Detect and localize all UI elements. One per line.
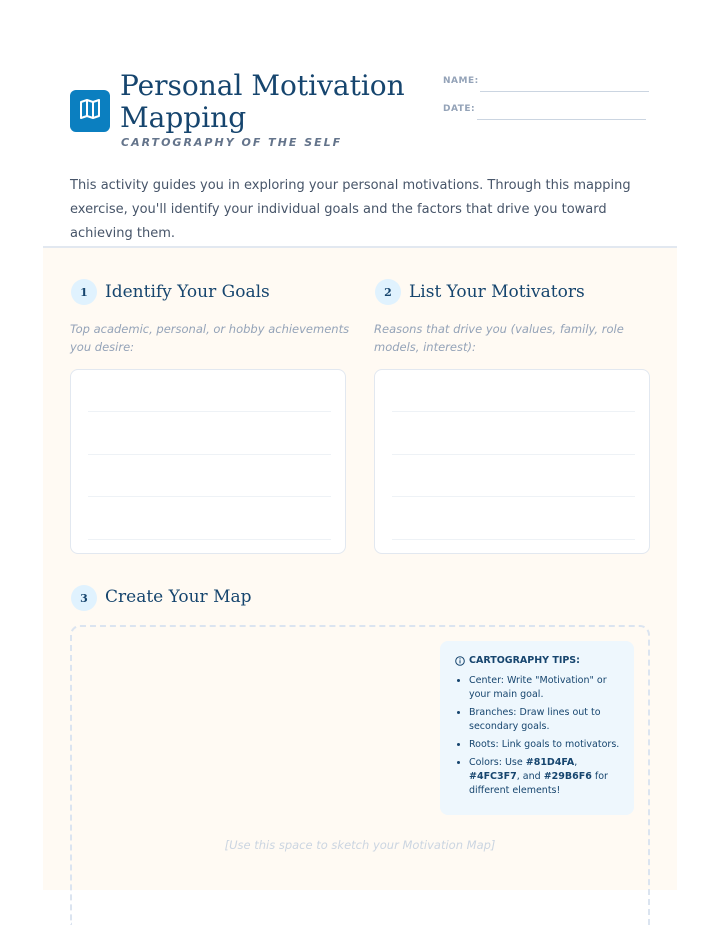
tip-color-2: #4FC3F7 [469, 771, 517, 782]
map-icon [78, 97, 102, 126]
step-badge-1: 1 [71, 279, 97, 305]
page-title: Personal Motivation Mapping [120, 69, 405, 134]
answer-line [392, 496, 635, 497]
answer-line [392, 539, 635, 540]
tip-center: • Center: Write "Motivation" or your main goal. [469, 674, 620, 702]
tip-color-sep: , and [516, 771, 544, 782]
tips-list [455, 674, 620, 798]
motivators-section-title: List Your Motivators [409, 282, 585, 302]
map-section-title: Create Your Map [105, 587, 252, 607]
answer-line [392, 411, 635, 412]
step-badge-3: 3 [71, 585, 97, 611]
answer-line [88, 539, 331, 540]
tip-colors [469, 756, 620, 798]
tip-color-sep: , [574, 757, 578, 768]
tip-color-3: #29B6F6 [543, 771, 592, 782]
answer-line [392, 454, 635, 455]
answer-line [88, 411, 331, 412]
page-subtitle: CARTOGRAPHY OF THE SELF [121, 136, 343, 149]
date-label: DATE: [443, 104, 476, 114]
tip-colors-prefix: Colors: Use [469, 757, 526, 768]
tip-colors-suffix: for different elements! [469, 771, 608, 796]
tips-heading-text: CARTOGRAPHY TIPS: [469, 655, 580, 666]
tip-roots: • Roots: Link goals to motivators. [469, 738, 620, 752]
info-icon [455, 656, 465, 666]
map-placeholder-text: [Use this space to sketch your Motivation Map] [224, 838, 496, 852]
name-field[interactable] [480, 91, 649, 92]
motivators-prompt: Reasons that drive you (values, family, role models, interest): [374, 322, 624, 354]
step-badge-2: 2 [375, 279, 401, 305]
answer-line [88, 454, 331, 455]
goals-section-title: Identify Your Goals [105, 282, 270, 302]
goals-prompt: Top academic, personal, or hobby achievements you desire: [70, 322, 350, 354]
date-field[interactable] [477, 119, 646, 120]
logo [70, 90, 110, 132]
cartography-tips-box [440, 641, 634, 815]
name-label: NAME: [443, 76, 479, 86]
tips-heading [455, 655, 620, 666]
goals-answer-box[interactable] [70, 369, 346, 554]
tip-branches: • Branches: Draw lines out to secondary goals. [469, 706, 620, 734]
answer-line [88, 496, 331, 497]
intro-text: This activity guides you in exploring your personal motivations. Through this mapping exercise, you'll identify your individual goals and the factors that drive you toward achieving them. [70, 178, 631, 241]
tip-color-1: #81D4FA [525, 757, 575, 768]
motivators-answer-box[interactable] [374, 369, 650, 554]
worksheet-header [0, 0, 720, 248]
